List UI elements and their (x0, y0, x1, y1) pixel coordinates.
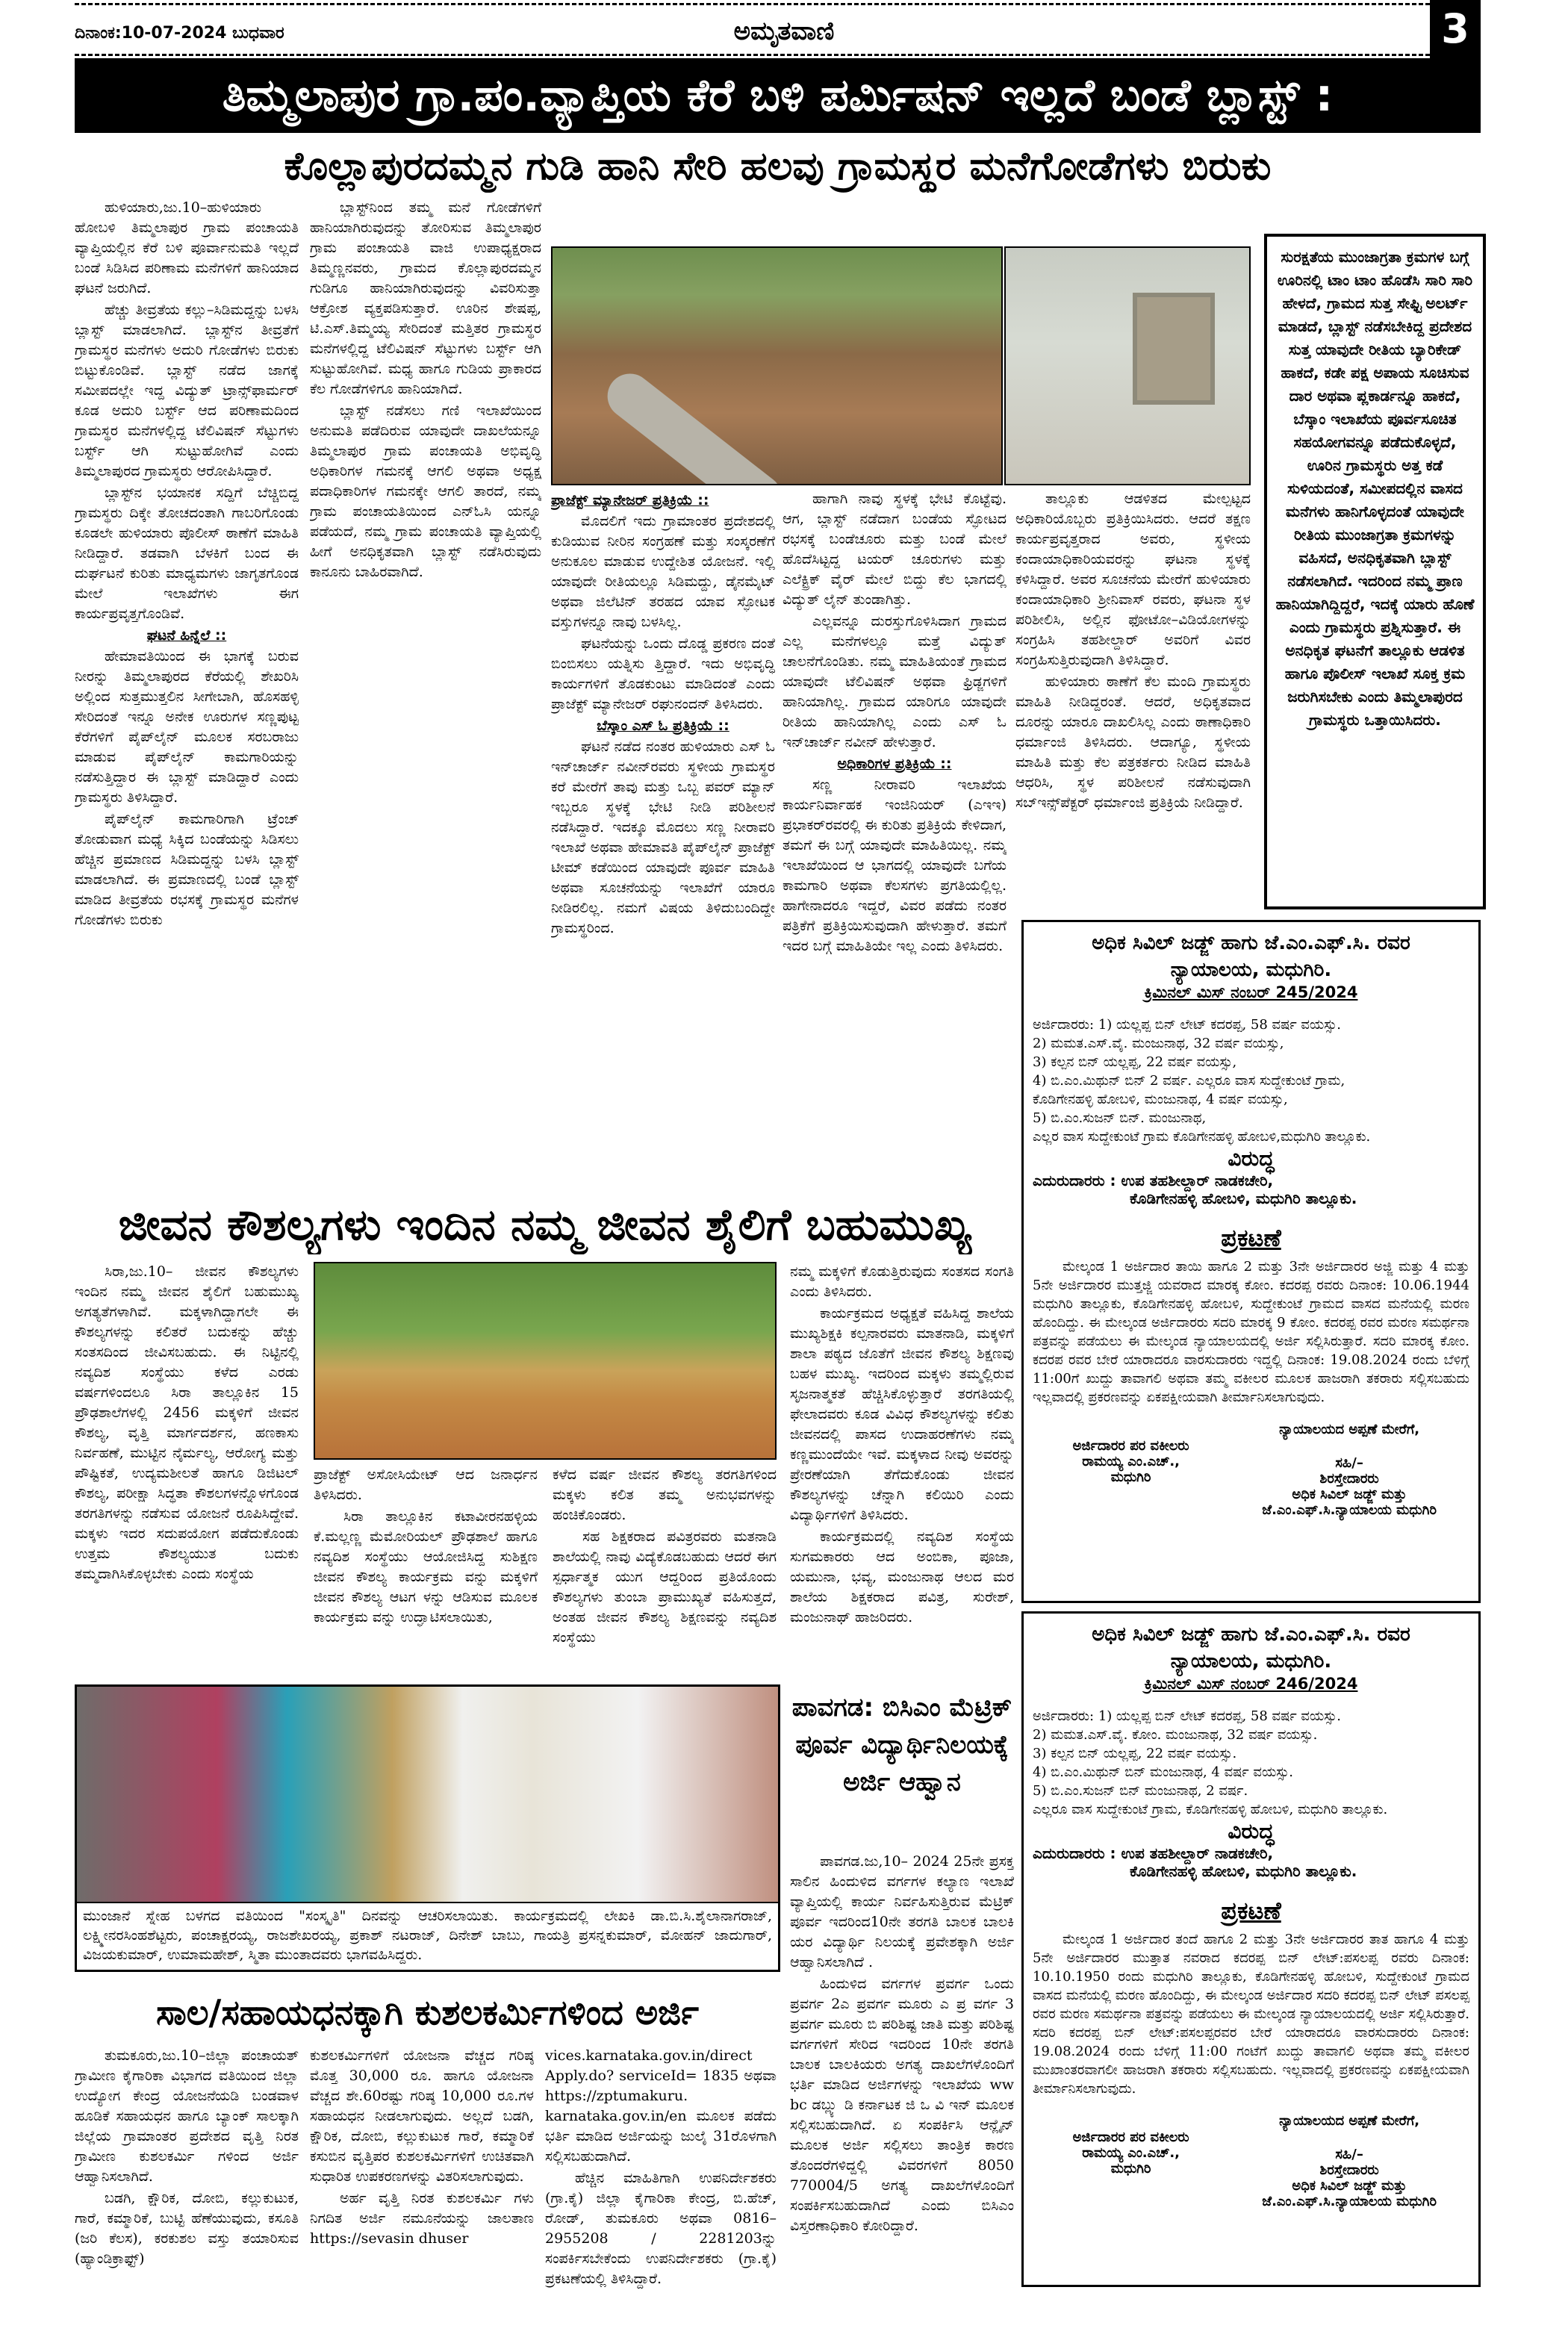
notice-heading: ಪ್ರಕಟಣೆ (1221, 1897, 1281, 1925)
masthead-date: ದಿನಾಂಕ:10-07-2024 ಬುಧವಾರ (75, 24, 284, 43)
notice-court-place: ನ್ಯಾಯಾಲಯ, ಮಧುಗಿರಿ. (1170, 1650, 1332, 1673)
pipeline-trench-photo (551, 246, 1003, 485)
lead-paragraph: ತಾಲ್ಲೂಕು ಆಡಳಿತದ ಮೇಲ್ಪಟ್ಟದ ಅಧಿಕಾರಿಯೊಬ್ಬರು ಪ್ರತಿಕ್ರಿಯಿಸಿದರು. ಆದರೆ ತಕ್ಷಣ ಕಾರ್ಯಪ್ರವೃತ್ತರಾದ ಅವರು, ಸ್ಥಳೀಯ ಕಂದಾಯಾಧಿಕಾರಿಯವರನ್ನು ಘಟನಾ ಸ್ಥಳಕ್ಕೆ ಕಳಿಸಿದ್ದಾರೆ. ಅವರ ಸೂಚನೆಯ ಮೇರೆಗೆ ಹುಳಿಯಾರು ಕಂದಾಯಾಧಿಕಾರಿ ಶ್ರೀನಿವಾಸ್ ರವರು, ಘಟನಾ ಸ್ಥಳ ಪರಿಶೀಲಿಸಿ, ಅಲ್ಲಿನ ಫೋಟೋ–ವಿಡಿಯೋಗಳನ್ನು ಸಂಗ್ರಹಿಸಿ ತಹಶೀಲ್ದಾರ್ ಅವರಿಗೆ ವಿವರ ಸಂಗ್ರಹಿಸುತ್ತಿರುವುದಾಗಿ ತಿಳಿಸಿದ್ದಾರೆ. (1015, 491, 1251, 668)
artisan-column-1 (75, 2046, 299, 2315)
notice-signatures (1033, 1422, 1469, 1518)
notice-petitioner: 5) ಬಿ.ಎಂ.ಸುಜನ್ ಬಿನ್ ಮಂಜುನಾಥ, 2 ವರ್ಷ. (1033, 1783, 1248, 1799)
lead-paragraph: ಹುಳಿಯಾರು ಠಾಣೆಗೆ ಕೆಲ ಮಂದಿ ಗ್ರಾಮಸ್ಥರು ಮಾಹಿತಿ ನೀಡಿದ್ದರಂತೆ. ಆದರೆ, ಅಧಿಕೃತವಾದ ದೂರನ್ನು ಯಾರೂ ದಾಖಲಿಸಿಲ್ಲ ಎಂದು ಠಾಣಾಧಿಕಾರಿ ಧರ್ಮಾಂಜಿ ತಿಳಿಸಿದರು. ಆದಾಗ್ಯೂ, ಸ್ಥಳೀಯ ಮಾಹಿತಿ ಮತ್ತು ಕೆಲ ಪತ್ರಕರ್ತರು ನೀಡಿದ ಮಾಹಿತಿ ಆಧರಿಸಿ, ಸ್ಥಳ ಪರಿಶೀಲನೆ ನಡೆಸುವುದಾಗಿ ಸಬ್‌ಇನ್ಸ್‌ಪೆಕ್ಟರ್ ಧರ್ಮಾಂಜಿ ಪ್ರತಿಕ್ರಿಯೆ ನೀಡಿದ್ದಾರೆ. (1015, 673, 1251, 811)
lead-paragraph: ಘಟನೆಯನ್ನು ಒಂದು ದೊಡ್ಡ ಪ್ರಕರಣ ದಂತೆ ಬಿಂಬಿಸಲು ಯತ್ನಿಸು ತ್ತಿದ್ದಾರೆ. ಇದು ಅಭಿವೃದ್ಧಿ ಕಾರ್ಯಗಳಿಗೆ ತೊಡಕುಂಟು ಮಾಡಿದಂತೆ ಎಂದು ಪ್ರಾಜೆಕ್ಟ್ ಮ್ಯಾನೇಜರ್ ರಘುನಂದನ್ ತಿಳಿಸಿದರು. (551, 635, 775, 712)
lead-sub-headline: ಕೊಲ್ಲಾಪುರದಮ್ಮನ ಗುಡಿ ಹಾನಿ ಸೇರಿ ಹಲವು ಗ್ರಾಮಸ್ಥರ ಮನೆಗೋಡೆಗಳು ಬಿರುಕು (284, 144, 1272, 189)
artisan-paragraph: ತುಮಕೂರು,ಜು.10–ಜಿಲ್ಲಾ ಪಂಚಾಯತ್ ಗ್ರಾಮೀಣ ಕೈಗಾರಿಕಾ ವಿಭಾಗದ ವತಿಯಿಂದ ಜಿಲ್ಲಾ ಉದ್ಯೋಗ ಕೇಂದ್ರ ಯೋಜನೆಯಡಿ ಬಂಡವಾಳ ಹೂಡಿಕೆ ಸಹಾಯಧನ ಹಾಗೂ ಬ್ಯಾಂಕ್ ಸಾಲಕ್ಕಾಗಿ ಜಿಲ್ಲೆಯ ಗ್ರಾಮಾಂತರ ಪ್ರದೇಶದ ವೃತ್ತಿ ನಿರತ ಗ್ರಾಮೀಣ ಕುಶಲಕರ್ಮಿ ಗಳಿಂದ ಅರ್ಜಿ ಆಹ್ವಾನಿಸಲಾಗಿದೆ. (75, 2047, 299, 2185)
life-skills-paragraph: ಸಹ ಶಿಕ್ಷಕರಾದ ಪವಿತ್ರರವರು ಮತನಾಡಿ ಶಾಲೆಯಲ್ಲಿ ನಾವು ವಿದ್ಯೆಕೊಡಬಹುದು ಆದರೆ ಈಗ ಸ್ಪರ್ಧಾತ್ಮಕ ಯುಗ ಆದ್ದರಿಂದ ಪ್ರತಿಯೊಂದು ಕೌಶಲ್ಯಗಳು ತುಂಬಾ ಪ್ರಾಮುಖ್ಯತೆ ವಹಿಸುತ್ತದೆ, ಅಂತಹ ಜೀವನ ಕೌಶಲ್ಯ ಶಿಕ್ಷಣವನ್ನು ನವ್ಯದಿಶ ಸಂಸ್ಥೆಯು (553, 1528, 777, 1646)
lead-paragraph: ಹೇಮಾವತಿಯಿಂದ ಈ ಭಾಗಕ್ಕೆ ಬರುವ ನೀರನ್ನು ತಿಮ್ಮಲಾಪುರದ ಕೆರೆಯಲ್ಲಿ ಶೇಖರಿಸಿ ಅಲ್ಲಿಂದ ಸುತ್ತಮುತ್ತಲಿನ ಸೀಗೇಬಾಗಿ, ಹೊಸಹಳ್ಳಿ ಸೇರಿದಂತೆ ಇನ್ನೂ ಅನೇಕ ಊರುಗಳ ಸಣ್ಣಪುಟ್ಟ ಕೆರೆಗಳಿಗೆ ಪೈಪ್‌ಲೈನ್ ಮೂಲಕ ಸರಬರಾಜು ಮಾಡುವ ಪೈಪ್‌ಲೈನ್ ಕಾಮಗಾರಿಯನ್ನು ನಡೆಸುತ್ತಿದ್ದಾರ ಈ ಬ್ಲಾಸ್ಟ್ ಮಾಡಿದ್ದಾರೆ ಎಂದು ಗ್ರಾಮಸ್ಥರು ತಿಳಿಸಿದ್ದಾರೆ. (75, 648, 299, 806)
lead-paragraph: ಹೆಚ್ಚು ತೀವ್ರತೆಯ ಕಲ್ಲು–ಸಿಡಿಮದ್ದನ್ನು ಬಳಸಿ ಬ್ಲಾಸ್ಟ್ ಮಾಡಲಾಗಿದೆ. ಬ್ಲಾಸ್ಟ್‌ನ ತೀವ್ರತೆಗೆ ಗ್ರಾಮಸ್ಥರ ಮನೆಗಳು ಅದುರಿ ಗೋಡೆಗಳು ಬಿರುಕು ಬಿಟ್ಟುಕೊಂಡಿವೆ. ಬ್ಲಾಸ್ಟ್ ನಡೆದ ಜಾಗಕ್ಕೆ ಸಮೀಪದಲ್ಲೇ ಇದ್ದ ವಿದ್ಯುತ್ ಟ್ರಾನ್ಸ್‌ಫಾರ್ಮರ್ ಕೂಡ ಅದುರಿ ಬರ್ಸ್ಟ್ ಆದ ಪರಿಣಾಮದಿಂದ ಗ್ರಾಮಸ್ಥರ ಮನೆಗಳಲ್ಲಿದ್ದ ಟೆಲಿವಿಷನ್ ಸೆಟ್ಟುಗಳು ಬರ್ಸ್ಟ್ ಆಗಿ ಸುಟ್ಟುಹೋಗಿವೆ ಎಂದು ತಿಮ್ಮಲಾಪುರದ ಗ್ರಾಮಸ್ಥರು ಆರೋಪಿಸಿದ್ದಾರೆ. (75, 302, 299, 479)
lead-paragraph: ಬ್ಲಾಸ್ಟ್‌ನ ಭಯಾನಕ ಸದ್ದಿಗೆ ಬೆಚ್ಚಿಬಿದ್ದ ಗ್ರಾಮಸ್ಥರು ದಿಕ್ಕೇ ತೋಚದಂತಾಗಿ ಗಾಬರಿಗೊಂಡು ಕೂಡಲೇ ಹುಳಿಯಾರು ಪೊಲೀಸ್ ಠಾಣೆಗೆ ಮಾಹಿತಿ ನೀಡಿದ್ದಾರೆ. ತಡವಾಗಿ ಬೆಳಕಿಗೆ ಬಂದ ಈ ದುರ್ಘಟನೆ ಕುರಿತು ಮಾಧ್ಯಮಗಳು ಜಾಗೃತಗೊಂಡ ಮೇಲೆ ಇಲಾಖೆಗಳು ಈಗ ಕಾರ್ಯಪ್ರವೃತ್ತಗೊಂಡಿವೆ. (75, 485, 299, 622)
signatory-court: ಅಧಿಕ ಸಿವಿಲ್ ಜಡ್ಜ್ ಮತ್ತು (1292, 2178, 1407, 2194)
notice-respondent: ಎದುರುದಾರರು : ಉಪ ತಹಶೀಲ್ದಾರ್ ನಾಡಕಚೇರಿ, (1033, 1844, 1274, 1862)
artisan-paragraph: ಬಡಗಿ, ಕ್ಷೌರಿಕ, ದೋಬಿ, ಕಲ್ಲುಕುಟುಕ, ಗಾರೆ, ಕಮ್ಮಾರಿಕೆ, ಬುಟ್ಟಿ ಹೆಣೆಯುವುದು, ಕಸೂತಿ (ಜರಿ ಕೆಲಸ), ಕರಕುಶಲ ವಸ್ತು ತಯಾರಿಸುವ (ಹ್ಯಾಂಡಿಕ್ರಾಫ್ಟ್) (75, 2190, 299, 2267)
life-skills-column-3 (553, 1465, 777, 1667)
advocate-title: ಅರ್ಜಿದಾರರ ಪರ ವಕೀಲರು (1072, 2129, 1189, 2145)
advocate-place: ಮಧುಗಿರಿ (1110, 2161, 1151, 2177)
hostel-headline: ಪಾವಗಡ: ಬಿಸಿಎಂ ಮೆಟ್ರಿಕ್ ಪೂರ್ವ ವಿದ್ಯಾರ್ಥಿನಿಲಯಕ್ಕೆ ಅರ್ಜಿ ಆಹ್ವಾನ (791, 1693, 1012, 1797)
hostel-paragraph: ಹಿಂದುಳಿದ ವರ್ಗಗಳ ಪ್ರವರ್ಗ ಒಂದು ಪ್ರವರ್ಗ 2ಎ ಪ್ರವರ್ಗ ಮೂರು ಎ ಪ್ರ ವರ್ಗ 3 ಪ್ರವರ್ಗ ಮೂರು ಬಿ ಪರಿಶಿಷ್ಟ ಜಾತಿ ಮತ್ತು ಪರಿಶಿಷ್ಟ ವರ್ಗಗಳಿಗೆ ಸೇರಿದ ಇದರಿಂದ 10ನೇ ತರಗತಿ ಬಾಲಕ ಬಾಲಕಿಯರು ಅಗತ್ಯ ದಾಖಲೆಗಳೊಂದಿಗೆ ಭರ್ತಿ ಮಾಡಿದ ಅರ್ಜಿಗಳನ್ನು ಇಲಾಖೆಯ ww bc ಡಬ್ಲ್ಯು ಡಿ ಕರ್ನಾಟಕ ಜಿ ಒ ವಿ ಇನ್ ಮೂಲಕ ಸಲ್ಲಿಸಬಹುದಾಗಿದೆ. ಏ ಸಂಪರ್ಕಿಸಿ ಆನ್ಲೈನ್ ಮೂಲಕ ಅರ್ಜಿ ಸಲ್ಲಿಸಲು ತಾಂತ್ರಿಕ ಕಾರಣ ತೊಂದರೆಗಳಿದ್ದಲ್ಲಿ ವಿವರಗಳಿಗೆ 8050 770004/5 ಅಗತ್ಯ ದಾಖಲೆಗಳೊಂದಿಗೆ ಸಂಪರ್ಕಿಸಬಹುದಾಗಿದೆ ಎಂದು ಬಿಸಿಎಂ ವಿಸ್ತರಣಾಧಿಕಾರಿ ಕೋರಿದ್ದಾರೆ. (790, 1976, 1014, 2234)
life-skills-paragraph: ಪ್ರಾಜೆಕ್ಟ್ ಅಸೋಸಿಯೇಟ್ ಆದ ಜನಾರ್ಧನ ತಿಳಿಸಿದರು. (314, 1466, 538, 1503)
lead-paragraph: ಬ್ಲಾಸ್ಟ್ ನಡೆಸಲು ಗಣಿ ಇಲಾಖೆಯಿಂದ ಅನುಮತಿ ಪಡೆದಿರುವ ಯಾವುದೇ ದಾಖಲೆಯನ್ನೂ ತಿಮ್ಮಲಾಪುರ ಗ್ರಾಮ ಪಂಚಾಯತಿ ಅಭಿವೃದ್ಧಿ ಅಧಿಕಾರಿಗಳ ಗಮನಕ್ಕೆ ಆಗಲಿ ಅಥವಾ ಅಧ್ಯಕ್ಷ ಪದಾಧಿಕಾರಿಗಳ ಗಮನಕ್ಕೇ ಆಗಲಿ ತಾರದೆ, ನಮ್ಮ ಗ್ರಾಮ ಪಂಚಾಯತಿಯಿಂದ ಎನ್‌ಓಸಿ ಯನ್ನೂ ಪಡೆಯದೆ, ನಮ್ಮ ಗ್ರಾಮ ಪಂಚಾಯತಿ ವ್ಯಾಪ್ತಿಯಲ್ಲಿ ಹೀಗೆ ಅನಧಿಕೃತವಾಗಿ ಬ್ಲಾಸ್ಟ್ ನಡೆಸಿರುವುದು ಕಾನೂನು ಬಾಹಿರವಾಗಿದೆ. (310, 402, 541, 580)
notice-case-number: ಕ್ರಿಮಿನಲ್ ಮಿಸ್ ನಂಬರ್ 246/2024 (1144, 1675, 1358, 1693)
lead-banner-headline: ತಿಮ್ಮಲಾಪುರ ಗ್ರಾ.ಪಂ.ವ್ಯಾಪ್ತಿಯ ಕೆರೆ ಬಳಿ ಪರ್ಮಿಷನ್ ಇಲ್ಲದೆ ಬಂಡೆ ಬ್ಲಾಸ್ಟ್ : (75, 58, 1481, 133)
newspaper-name: ಅಮೃತವಾಣಿ (733, 16, 835, 46)
lead-subhead-background: ಘಟನೆ ಹಿನ್ನೆಲೆ :: (146, 627, 227, 644)
notice-petitioner: 3) ಕಲ್ಪನ ಬಿನ್ ಯಲ್ಲಪ್ಪ, 22 ವರ್ಷ ವಯಸ್ಸು. (1033, 1746, 1237, 1761)
notice-petitioner: 2) ಮಮತ.ಎಸ್.ವೈ. ಕೋಂ. ಮಂಜುನಾಥ, 32 ವರ್ಷ ವಯಸ್ಸು. (1033, 1727, 1318, 1743)
life-skills-paragraph: ಸಿರಾ ತಾಲ್ಲೂಕಿನ ಕಟಾವೀರನಹಳ್ಳಿಯ ಕೆ.ಮಲ್ಲಣ್ಣ ಮೆಮೋರಿಯಲ್ ಪ್ರೌಢಶಾಲೆ ಹಾಗೂ ನವ್ಯದಿಶ ಸಂಸ್ಥೆಯು ಆಯೋಜಿಸಿದ್ದ ಸುಶಿಕ್ಷಣ ಜೀವನ ಕೌಶಲ್ಯ ಕಾರ್ಯಕ್ರಮ ವನ್ನು ಮಕ್ಕಳಿಗೆ ಜೀವನ ಕೌಶಲ್ಯ ಆಟಗ ಳನ್ನು ಆಡಿಸುವ ಮೂಲಕ ಕಾರ್ಯಕ್ರಮ ವನ್ನು ಉದ್ಘಾಟಿಸಲಾಯಿತು, (314, 1508, 538, 1625)
artisan-paragraph: ಕುಶಲಕರ್ಮಿಗಳಿಗೆ ಯೋಜನಾ ವೆಚ್ಚದ ಗರಿಷ್ಠ ಮೊತ್ತ 30,000 ರೂ. ಹಾಗೂ ಯೋಜನಾ ವೆಚ್ಚದ ಶೇ.60ರಷ್ಟು ಗರಿಷ್ಠ 10,000 ರೂ.ಗಳ ಸಹಾಯಧನ ನೀಡಲಾಗುವುದು. ಅಲ್ಲದೆ ಬಡಗಿ, ಕ್ಷೌರಿಕ, ದೋಬಿ, ಕಲ್ಲುಕುಟುಕ ಗಾರೆ, ಕಮ್ಮಾರಿಕೆ ಕಸುಬಿನ ವೃತ್ತಿಪರ ಕುಶಲಕರ್ಮಿಗಳಿಗೆ ಉಚಿತವಾಗಿ ಸುಧಾರಿತ ಉಪಕರಣಗಳನ್ನು ವಿತರಿಸಲಾಗುವುದು. (310, 2047, 534, 2185)
window-shape (1133, 293, 1215, 405)
hostel-body (790, 1852, 1014, 2330)
lead-column-2 (310, 198, 541, 1172)
notice-court-title: ಅಧಿಕ ಸಿವಿಲ್ ಜಡ್ಜ್ ಹಾಗು ಜೆ.ಎಂ.ಎಫ್.ಸಿ. ರವರ (1092, 932, 1410, 954)
court-signatory-block (1229, 2113, 1469, 2209)
court-order-line: ನ್ಯಾಯಾಲಯದ ಅಪ್ಪಣೆ ಮೇರೆಗೆ, (1279, 1422, 1420, 1437)
lead-paragraph: ಸಣ್ಣ ನೀರಾವರಿ ಇಲಾಖೆಯ ಕಾರ್ಯನಿರ್ವಾಹಕ ಇಂಜಿನಿಯರ್ (ಎಇಇ) ಪ್ರಭಾಕರ್‌ರವರಲ್ಲಿ ಈ ಕುರಿತು ಪ್ರತಿಕ್ರಿಯೆ ಕೇಳಿದಾಗ, ತಮಗೆ ಈ ಬಗ್ಗೆ ಯಾವುದೇ ಮಾಹಿತಿಯಿಲ್ಲ. ನಮ್ಮ ಇಲಾಖೆಯಿಂದ ಆ ಭಾಗದಲ್ಲಿ ಯಾವುದೇ ಬಗೆಯ ಕಾಮಗಾರಿ ಅಥವಾ ಕೆಲಸಗಳು ಪ್ರಗತಿಯಲ್ಲಿಲ್ಲ. ಹಾಗೇನಾದರೂ ಇದ್ದರೆ, ವಿವರ ಪಡೆದು ನಂತರ ಪತ್ರಿಕೆಗೆ ಪ್ರತಿಕ್ರಿಯಿಸುವುದಾಗಿ ಹೇಳುತ್ತಾರೆ. ತಮಗೆ ಇದರ ಬಗ್ಗೆ ಮಾಹಿತಿಯೇ ಇಲ್ಲ ಎಂದು ತಿಳಿಸಿದರು. (783, 777, 1007, 954)
artisan-headline: ಸಾಲ/ಸಹಾಯಧನಕ್ಕಾಗಿ ಕುಶಲಕರ್ಮಿಗಳಿಂದ ಅರ್ಜಿ (156, 1992, 699, 2032)
lead-column-3 (551, 489, 775, 1172)
masthead-bottom-rule (75, 54, 1430, 56)
life-skills-column-1 (75, 1262, 299, 1665)
advocate-title: ಅರ್ಜಿದಾರರ ಪರ ವಕೀಲರು (1072, 1438, 1189, 1454)
school-event-photo (314, 1262, 777, 1460)
notice-respondent: ಎದುರುದಾರರು : ಉಪ ತಹಶೀಲ್ದಾರ್ ನಾಡಕಚೇರಿ, (1033, 1172, 1274, 1189)
signatory-court: ಅಧಿಕ ಸಿವಿಲ್ ಜಡ್ಜ್ ಮತ್ತು (1292, 1487, 1407, 1502)
signatory-title: ಶಿರಸ್ತೇದಾರರು (1319, 1471, 1379, 1487)
life-skills-column-2 (314, 1465, 538, 1667)
lead-paragraph: ಘಟನೆ ನಡೆದ ನಂತರ ಹುಳಿಯಾರು ಎಸ್ ಓ ಇನ್‌ಚಾರ್ಜ್ ನವೀನ್‌ರವರು ಸ್ಥಳೀಯ ಗ್ರಾಮಸ್ಥರ ಕರೆ ಮೇರೆಗೆ ತಾವು ಮತ್ತು ಒಬ್ಬ ಪವರ್ ಮ್ಯಾನ್ ಇಬ್ಬರೂ ಸ್ಥಳಕ್ಕೆ ಭೇಟಿ ನೀಡಿ ಪರಿಶೀಲನೆ ನಡೆಸಿದ್ದಾರೆ. ಇದಕ್ಕೂ ಮೊದಲು ಸಣ್ಣ ನೀರಾವರಿ ಇಲಾಖೆ ಅಥವಾ ಹೇಮಾವತಿ ಪೈಪ್‌ಲೈನ್ ಪ್ರಾಜೆಕ್ಟ್ ಟೀಮ್ ಕಡೆಯಿಂದ ಯಾವುದೇ ಪೂರ್ವ ಮಾಹಿತಿ ಅಥವಾ ಸೂಚನೆಯನ್ನು ಇಲಾಖೆಗೆ ಯಾರೂ ನೀಡಿರಲಿಲ್ಲ. ನಮಗೆ ವಿಷಯ ತಿಳಿದುಬಂದಿದ್ದೇ ಗ್ರಾಮಸ್ಥರಿಂದ. (551, 738, 775, 936)
court-notice-246 (1021, 1611, 1481, 2287)
notice-heading: ಪ್ರಕಟಣೆ (1221, 1224, 1281, 1252)
notice-signatures (1033, 2113, 1469, 2209)
lead-subhead-officials: ಅಧಿಕಾರಿಗಳ ಪ್ರತಿಕ್ರಿಯೆ :: (837, 756, 952, 772)
life-skills-paragraph: ನಮ್ಮ ಮಕ್ಕಳಿಗೆ ಕೊಡುತ್ತಿರುವುದು ಸಂತಸದ ಸಂಗತಿ ಎಂದು ತಿಳಿಸಿದರು. (790, 1263, 1014, 1300)
notice-petitioner: ಕೊಡಿಗೇನಹಳ್ಳಿ ಹೋಬಳಿ, ಮಂಜುನಾಥ, 4 ವರ್ಷ ವಯಸ್ಸು, (1033, 1092, 1288, 1107)
masthead-top-rule (75, 3, 1430, 5)
advocate-name: ರಾಮಯ್ಯ ಎಂ.ಎಚ್., (1082, 2145, 1180, 2161)
notice-petitioner: 5) ಬಿ.ಎಂ.ಸುಜನ್ ಬಿನ್. ಮಂಜುನಾಥ, (1033, 1110, 1207, 1126)
signatory-court-place: ಜೆ.ಎಂ.ಎಫ್.ಸಿ.ನ್ಯಾಯಾಲಯ ಮಧುಗಿರಿ (1262, 1502, 1437, 1518)
life-skills-paragraph: ಸಿರಾ,ಜು.10– ಜೀವನ ಕೌಶಲ್ಯಗಳು ಇಂದಿನ ನಮ್ಮ ಜೀವನ ಶೈಲಿಗೆ ಬಹುಮುಖ್ಯ ಅಗತ್ಯತೆಗಳಾಗಿವೆ. ಮಕ್ಕಳಾಗಿದ್ದಾಗಲೇ ಈ ಕೌಶಲ್ಯಗಳನ್ನು ಕಲಿತರೆ ಬದುಕನ್ನು ಹೆಚ್ಚು ಸಂತಸದಿಂದ ಜೀವಿಸಬಹುದು. ಈ ನಿಟ್ಟಿನಲ್ಲಿ ನವ್ಯದಿಶ ಸಂಸ್ಥೆಯು ಕಳೆದ ಎರಡು ವರ್ಷಗಳಿಂದಲೂ ಸಿರಾ ತಾಲ್ಲೂಕಿನ 15 ಪ್ರೌಢಶಾಲೆಗಳಲ್ಲಿ 2456 ಮಕ್ಕಳಿಗೆ ಜೀವನ ಕೌಶಲ್ಯ, ವೃತ್ತಿ ಮಾರ್ಗದರ್ಶನ, ಹಣಕಾಸು ನಿರ್ವಹಣೆ, ಮುಟ್ಟಿನ ನೈರ್ಮಲ್ಯ, ಆರೋಗ್ಯ ಮತ್ತು ಪೌಷ್ಟಿಕತೆ, ಉದ್ಯಮಶೀಲತೆ ಹಾಗೂ ಡಿಜಿಟಲ್ ಕೌಶಲ್ಯ, ಪರೀಕ್ಷಾ ಸಿದ್ಧತಾ ಕೌಶಲಗಳನ್ನೊಳಗೊಂಡ ತರಗತಿಗಳನ್ನು ನಡೆಸುವ ಯೋಜನೆ ರೂಪಿಸಿದ್ದೇವೆ. ಮಕ್ಕಳು ಇದರ ಸದುಪಯೋಗ ಪಡೆದುಕೊಂಡು ಉತ್ತಮ ಕೌಶಲ್ಯಯುತ ಬದುಕು ತಮ್ಮದಾಗಿಸಿಕೊಳ್ಳಬೇಕು ಎಂದು ಸಂಸ್ಥೆಯ (75, 1263, 299, 1582)
court-notice-245 (1021, 920, 1481, 1603)
lead-side-box: ಸುರಕ್ಷತೆಯ ಮುಂಜಾಗ್ರತಾ ಕ್ರಮಗಳ ಬಗ್ಗೆ ಊರಿನಲ್ಲಿ ಟಾಂ ಟಾಂ ಹೊಡೆಸಿ ಸಾರಿ ಸಾರಿ ಹೇಳದೆ, ಗ್ರಾಮದ ಸುತ್ತ ಸೇಫ್ಟಿ ಅಲರ್ಟ್ ಮಾಡದೆ, ಬ್ಲಾಸ್ಟ್ ನಡೆಸಬೇಕಿದ್ದ ಪ್ರದೇಶದ ಸುತ್ತ ಯಾವುದೇ ರೀತಿಯ ಬ್ಯಾರಿಕೇಡ್ ಹಾಕದೆ, ಕಡೇ ಪಕ್ಷ ಅಪಾಯ ಸೂಚಿಸುವ ದಾರ ಅಥವಾ ಪ್ಲಕಾರ್ಡನ್ನೂ ಹಾಕದೆ, ಬೆಸ್ಕಾಂ ಇಲಾಖೆಯ ಪೂರ್ವಸೂಚಿತ ಸಹಯೋಗವನ್ನೂ ಪಡೆದುಕೊಳ್ಳದೆ, ಊರಿನ ಗ್ರಾಮಸ್ಥರು ಅತ್ತ ಕಡೆ ಸುಳಿಯದಂತೆ, ಸಮೀಪದಲ್ಲಿನ ವಾಸದ ಮನೆಗಳು ಹಾನಿಗೊಳ್ಳದಂತೆ ಯಾವುದೇ ರೀತಿಯ ಮುಂಜಾಗ್ರತಾ ಕ್ರಮಗಳನ್ನು ವಹಿಸದೆ, ಅನಧಿಕೃತವಾಗಿ ಬ್ಲಾಸ್ಟ್ ನಡೆಸಲಾಗಿದೆ. ಇದರಿಂದ ನಮ್ಮ ಪ್ರಾಣ ಹಾನಿಯಾಗಿದ್ದಿದ್ದರೆ, ಇದಕ್ಕೆ ಯಾರು ಹೊಣೆ ಎಂದು ಗ್ರಾಮಸ್ಥರು ಪ್ರಶ್ನಿಸುತ್ತಾರೆ. ಈ ಅನಧಿಕೃತ ಘಟನೆಗೆ ತಾಲ್ಲೂಕು ಆಡಳಿತ ಹಾಗೂ ಪೊಲೀಸ್ ಇಲಾಖೆ ಸೂಕ್ತ ಕ್ರಮ ಜರುಗಿಸಬೇಕು ಎಂದು ತಿಮ್ಮಲಾಪುರದ ಗ್ರಾಮಸ್ಥರು ಒತ್ತಾಯಿಸಿದರು. (1264, 234, 1486, 909)
signature-mark: ಸಹಿ/– (1335, 2147, 1363, 2162)
notice-petitioner: 4) ಬಿ.ಎಂ.ಮಿಥುನ್ ಬಿನ್ ಮಂಜುನಾಥ, 4 ವರ್ಷ ವಯಸ್ಸು. (1033, 1764, 1293, 1780)
notice-versus: ವಿರುದ್ಧ (1228, 1819, 1275, 1844)
notice-respondent-address: ಕೊಡಿಗೇನಹಳ್ಳಿ ಹೋಬಳಿ, ಮಧುಗಿರಿ ತಾಲ್ಲೂಕು. (1130, 1189, 1357, 1207)
notice-petitioner: 4) ಬಿ.ಎಂ.ಮಿಥುನ್ ಬಿನ್ 2 ವರ್ಷ. ಎಲ್ಲರೂ ವಾಸ ಸುದ್ದೇಕುಂಟೆ ಗ್ರಾಮ, (1033, 1073, 1345, 1089)
advocate-name: ರಾಮಯ್ಯ ಎಂ.ಎಚ್., (1082, 1454, 1180, 1469)
artisan-paragraph: ಅರ್ಹ ವೃತ್ತಿ ನಿರತ ಕುಶಲಕರ್ಮಿ ಗಳು ನಿಗದಿತ ಅರ್ಜಿ ನಮೂನೆಯನ್ನು ಜಾಲತಾಣ https://sevasin dhuser (310, 2190, 534, 2247)
notice-petitioner: ಎಲ್ಲರ ವಾಸ ಸುದ್ದೇಕುಂಟೆ ಗ್ರಾಮ ಕೊಡಿಗೇನಹಳ್ಳಿ ಹೋಬಳಿ,ಮಧುಗಿರಿ ತಾಲ್ಲೂಕು. (1033, 1129, 1371, 1145)
lead-column-5 (1015, 489, 1251, 907)
artisan-paragraph: ಹೆಚ್ಚಿನ ಮಾಹಿತಿಗಾಗಿ ಉಪನಿರ್ದೇಶಕರು (ಗ್ರಾ.ಕೈ) ಜಿಲ್ಲಾ ಕೈಗಾರಿಕಾ ಕೇಂದ್ರ, ಬಿ.ಹೆಚ್, ರೋಡ್, ತುಮಕೂರು ಅಥವಾ 0816–2955208 / 2281203ನ್ನು ಸಂಪರ್ಕಿಸಬೇಕೆಂದು ಉಪನಿರ್ದೇಶಕರು (ಗ್ರಾ.ಕೈ) ಪ್ರಕಟಣೆಯಲ್ಲಿ ತಿಳಿಸಿದ್ದಾರೆ. (545, 2170, 777, 2287)
notice-petitioner: 2) ಮಮತ.ಎಸ್.ವೈ. ಮಂಜುನಾಥ, 32 ವರ್ಷ ವಯಸ್ಸು, (1033, 1036, 1284, 1051)
signature-mark: ಸಹಿ/– (1335, 1455, 1363, 1471)
notice-petitioner: ಎಲ್ಲರೂ ವಾಸ ಸುದ್ದೇಕುಂಟೆ ಗ್ರಾಮ, ಕೊಡಿಗೇನಹಳ್ಳಿ ಹೋಬಳಿ, ಮಧುಗಿರಿ ತಾಲ್ಲೂಕು. (1033, 1802, 1388, 1817)
lead-column-4 (783, 489, 1007, 1172)
hostel-paragraph: ಪಾವಗಡ.ಜು,10– 2024 25ನೇ ಪ್ರಸಕ್ತ ಸಾಲಿನ ಹಿಂದುಳಿದ ವರ್ಗಗಳ ಕಲ್ಯಾಣ ಇಲಾಖೆ ವ್ಯಾಪ್ತಿಯಲ್ಲಿ ಕಾರ್ಯ ನಿರ್ವಹಿಸುತ್ತಿರುವ ಮೆಟ್ರಿಕ್ ಪೂರ್ವ ಇದರಿಂದ10ನೇ ತರಗತಿ ಬಾಲಕ ಬಾಲಕಿ ಯರ ವಿದ್ಯಾರ್ಥಿ ನಿಲಯಕ್ಕೆ ಪ್ರವೇಶಕ್ಕಾಗಿ ಅರ್ಜಿ ಆಹ್ವಾನಿಸಲಾಗಿದೆ . (790, 1853, 1014, 1970)
lead-paragraph: ಎಲ್ಲವನ್ನೂ ದುರಸ್ತುಗೊಳಿಸಿದಾಗ ಗ್ರಾಮದ ಎಲ್ಲ ಮನೆಗಳಲ್ಲೂ ಮತ್ತೆ ವಿದ್ಯುತ್ ಚಾಲನೆಗೊಂಡಿತು. ನಮ್ಮ ಮಾಹಿತಿಯಂತೆ ಗ್ರಾಮದ ಯಾವುದೇ ಟೆಲಿವಿಷನ್ ಅಥವಾ ಫ್ರಿಡ್ಜಗಳಿಗೆ ಹಾನಿಯಾಗಿಲ್ಲ. ಗ್ರಾಮದ ಯಾರಿಗೂ ಯಾವುದೇ ರೀತಿಯ ಹಾನಿಯಾಗಿಲ್ಲ ಎಂದು ಎಸ್ ಓ ಇನ್‌ಚಾರ್ಜ್ ನವೀನ್ ಹೇಳುತ್ತಾರೆ. (783, 613, 1007, 750)
notice-petitioner: ಅರ್ಜಿದಾರರು: 1) ಯಲ್ಲಪ್ಪ ಬಿನ್ ಲೇಟ್ ಕದರಪ್ಪ, 58 ವರ್ಷ ವಯಸ್ಸು. (1033, 1708, 1341, 1724)
lead-paragraph: ಪೈಪ್‌ಲೈನ್ ಕಾಮಗಾರಿಗಾಗಿ ಟ್ರೆಂಚ್ ತೋಡುವಾಗ ಮಧ್ಯೆ ಸಿಕ್ಕಿದ ಬಂಡೆಯನ್ನು ಸಿಡಿಸಲು ಹೆಚ್ಚಿನ ಪ್ರಮಾಣದ ಸಿಡಿಮದ್ದನ್ನು ಬಳಸಿ ಬ್ಲಾಸ್ಟ್ ಮಾಡಲಾಗಿದೆ. ಈ ಪ್ರಮಾಣದಲ್ಲಿ ಬಂಡೆ ಬ್ಲಾಸ್ಟ್ ಮಾಡಿದ ತೀವ್ರತೆಯ ರಭಸಕ್ಕೆ ಗ್ರಾಮಸ್ಥರ ಮನೆಗಳ ಗೋಡೆಗಳು ಬಿರುಕು (75, 811, 299, 928)
advocate-block (1033, 1422, 1229, 1518)
artisan-paragraph: vices.karnataka.gov.in/direct Apply.do? serviceId= 1835 ಅಥವಾ https://zptumakuru. karnataka.gov.in/en ಮೂಲಕ ಪಡೆದು ಭರ್ತಿ ಮಾಡಿದ ಅರ್ಜಿಯನ್ನು ಜುಲೈ 31ರೊಳಗಾಗಿ ಸಲ್ಲಿಸಬಹುದಾಗಿದೆ. (545, 2047, 777, 2165)
notice-respondent-address: ಕೊಡಿಗೇನಹಳ್ಳಿ ಹೋಬಳಿ, ಮಧುಗಿರಿ ತಾಲ್ಲೂಕು. (1130, 1862, 1357, 1880)
life-skills-paragraph: ಕಾರ್ಯಕ್ರಮದಲ್ಲಿ ನವ್ಯದಿಶ ಸಂಸ್ಥೆಯ ಸುಗಮಕಾರರು ಆದ ಅಂಬಿಕಾ, ಪೂಜಾ, ಯಮುನಾ, ಭವ್ಯ, ಮಂಜುನಾಥ ಆಲದ ಮರ ಶಾಲೆಯ ಶಿಕ್ಷಕರಾದ ಪವಿತ್ರ, ಸುರೇಶ್, ಮಂಜುನಾಥ್ ಹಾಜರಿದರು. (790, 1528, 1014, 1625)
notice-court-place: ನ್ಯಾಯಾಲಯ, ಮಧುಗಿರಿ. (1170, 959, 1332, 981)
notice-body: ಮೇಲ್ಕಂಡ 1 ಅರ್ಜಿದಾರ ತಾಯಿ ಹಾಗೂ 2 ಮತ್ತು 3ನೇ ಅರ್ಜಿದಾರರ ಅಜ್ಜಿ ಮತ್ತು 4 ಮತ್ತು 5ನೇ ಅರ್ಜಿದಾರರ ಮುತ್ತಜ್ಜಿ ಯವರಾದ ಮಾರಕ್ಕ ಕೋಂ. ಕದರಪ್ಪ ರವರು ದಿನಾಂಕ: 10.06.1944 ಮಧುಗಿರಿ ತಾಲ್ಲೂಕು, ಕೊಡಿಗೇನಹಳ್ಳಿ ಹೋಬಳಿ, ಸುದ್ದೇಕುಂಟೆ ಗ್ರಾಮದ ವಾಸದ ಮನೆಯಲ್ಲಿ ಮರಣ ಹೊಂದಿದ್ದು. ಈ ಮೇಲ್ಕಂಡ ಅರ್ಜಿದಾರರು ಸದರಿ ಮಾರಕ್ಕ 9 ಕೋಂ. ಕದರಪ್ಪ ರವರ ಮರಣ ಸಮರ್ಥನಾ ಪತ್ರವನ್ನು ಪಡೆಯಲು ಈ ಮೇಲ್ಕಂಡ ನ್ಯಾಯಾಲಯದಲ್ಲಿ ಅರ್ಜಿ ಸಲ್ಲಿಸಿರುತ್ತಾರೆ. ಸದರಿ ಮಾರಕ್ಕ ಕೋಂ. ಕದರಪ ರವರ ಬೇರೆ ಯಾರಾದರೂ ವಾರಸುದಾರರು ಇದ್ದಲ್ಲಿ ದಿನಾಂಕ: 19.08.2024 ರಂದು ಬೆಳಿಗ್ಗೆ 11:00ಗೆ ಖುದ್ದು ತಾವಾಗಲಿ ಅಥವಾ ತಮ್ಮ ವಕೀಲರ ಮೂಲಕ ಹಾಜರಾಗಿ ತಕರಾರು ಸಲ್ಲಿಸಬಹುದು ಇಲ್ಲವಾದಲ್ಲಿ ಪ್ರಕರಣವನ್ನು ಏಕಪಕ್ಷೀಯವಾಗಿ ತೀರ್ಮಾನಿಸಲಾಗುವುದು. (1033, 1259, 1469, 1405)
lead-subhead-bescom: ಬೆಸ್ಕಾಂ ಎಸ್ ಓ ಪ್ರತಿಕ್ರಿಯೆ :: (597, 718, 729, 734)
cracked-wall-photo (1004, 246, 1251, 485)
signatory-court-place: ಜೆ.ಎಂ.ಎಫ್.ಸಿ.ನ್ಯಾಯಾಲಯ ಮಧುಗಿರಿ (1262, 2194, 1437, 2209)
life-skills-paragraph: ಕಳೆದ ವರ್ಷ ಜೀವನ ಕೌಶಲ್ಯ ತರಗತಿಗಳಿಂದ ಮಕ್ಕಳು ಕಲಿತ ತಮ್ಮ ಅನುಭವಗಳನ್ನು ಹಂಚಿಕೊಂಡರು. (553, 1466, 777, 1523)
pipe-shape (599, 364, 791, 485)
life-skills-headline: ಜೀವನ ಕೌಶಲ್ಯಗಳು ಇಂದಿನ ನಮ್ಮ ಜೀವನ ಶೈಲಿಗೆ ಬಹುಮುಖ್ಯ (118, 1199, 972, 1250)
notice-body: ಮೇಲ್ಕಂಡ 1 ಅರ್ಜಿದಾರ ತಂದೆ ಹಾಗೂ 2 ಮತ್ತು 3ನೇ ಅರ್ಜಿದಾರರ ತಾತ ಹಾಗೂ 4 ಮತ್ತು 5ನೇ ಅರ್ಜಿದಾರರ ಮುತ್ತಾತ ನವರಾದ ಕದರಪ್ಪ ಬಿನ್ ಲೇಟ್:ಪಸಲಪ್ಪ ರವರು ದಿನಾಂಕ: 10.10.1950 ರಂದು ಮಧುಗಿರಿ ತಾಲ್ಲೂಕು, ಕೊಡಿಗೇನಹಳ್ಳಿ ಹೋಬಳಿ, ಸುದ್ದೇಕುಂಟೆ ಗ್ರಾಮದ ವಾಸದ ಮನೆಯಲ್ಲಿ ಮರಣ ಹೊಂದಿದ್ದು, ಈ ಮೇಲ್ಕಂಡ ಅರ್ಜಿದಾರ ಸದರಿ ಕದರಪ್ಪ ಬಿನ್ ಲೇಟ್ ಪಸಲಪ್ಪ ರವರ ಮರಣ ಸಮರ್ಥನಾ ಪತ್ರವನ್ನು ಪಡೆಯಲು ಈ ಮೇಲ್ಕಂಡ ನ್ಯಾಯಾಲಯದಲ್ಲಿ ಅರ್ಜಿ ಸಲ್ಲಿಸಿರುತ್ತಾರೆ. ಸದರಿ ಕದರಪ್ಪ ಬಿನ್ ಲೇಟ್:ಪಸಲಪ್ಪರವರ ಬೇರೆ ಯಾರಾದರೂ ವಾರಸುದಾರರು ದಿನಾಂಕ: 19.08.2024 ರಂದು ಬೆಳಿಗ್ಗೆ 11:00 ಗಂಟೆಗೆ ಖುದ್ದು ತಾವಾಗಲಿ ಅಥವಾ ತಮ್ಮ ವಕೀಲರ ಮುಖಾಂತರವಾಗಲೀ ಹಾಜರಾಗಿ ತಕರಾರು ಸಲ್ಲಿಸಬಹುದು. ಇಲ್ಲವಾದಲ್ಲಿ ಪ್ರಕರಣವನ್ನು ಏಕಪಕ್ಷೀಯವಾಗಿ ತೀರ್ಮಾನಿಸಲಾಗುವುದು. (1033, 1932, 1469, 2097)
lead-paragraph: ಮೊದಲಿಗೆ ಇದು ಗ್ರಾಮಾಂತರ ಪ್ರದೇಶದಲ್ಲಿ ಕುಡಿಯುವ ನೀರಿನ ಸಂಗ್ರಹಣೆ ಮತ್ತು ಸಂಸ್ಕರಣೆಗೆ ಅನುಕೂಲ ಮಾಡುವ ಉದ್ದೇಶಿತ ಯೋಜನೆ. ಇಲ್ಲಿ ಯಾವುದೇ ರೀತಿಯಲ್ಲೂ ಸಿಡಿಮದ್ದು, ಡೈನಮೈಟ್ ಅಥವಾ ಜಿಲೆಟಿನ್ ತರಹದ ಯಾವ ಸ್ಫೋಟಕ ವಸ್ತುಗಳನ್ನೂ ನಾವು ಬಳಸಿಲ್ಲ. (551, 513, 775, 630)
page-number: 3 (1430, 0, 1481, 58)
lead-paragraph: ಹಾಗಾಗಿ ನಾವು ಸ್ಥಳಕ್ಕೆ ಭೇಟಿ ಕೊಟ್ಟೆವು. ಆಗ, ಬ್ಲಾಸ್ಟ್ ನಡೆದಾಗ ಬಂಡೆಯ ಸ್ಫೋಟದ ರಭಸಕ್ಕೆ ಬಂಡೆಚೂರು ಮತ್ತು ಬಂಡೆ ಮೇಲೆ ಹೊದೆಸಿಟ್ಟದ್ದ ಟಯರ್ ಚೂರುಗಳು ಮತ್ತು ಎಲೆಕ್ಟ್ರಿಕ್ ವೈರ್ ಮೇಲೆ ಬಿದ್ದು ಕೆಲ ಭಾಗದಲ್ಲಿ ವಿದ್ಯುತ್ ಲೈನ್ ತುಂಡಾಗಿತ್ತು. (783, 491, 1007, 608)
group-event-photo (77, 1687, 778, 1903)
advocate-place: ಮಧುಗಿರಿ (1110, 1469, 1151, 1485)
advocate-block (1033, 2113, 1229, 2209)
notice-petitioner: 3) ಕಲ್ಪನ ಬಿನ್ ಯಲ್ಲಪ್ಪ, 22 ವರ್ಷ ವಯಸ್ಸು, (1033, 1054, 1237, 1070)
group-photo-box (75, 1684, 780, 1972)
lead-paragraph: ಬ್ಲಾಸ್ಟ್‌ನಿಂದ ತಮ್ಮ ಮನೆ ಗೋಡೆಗಳಿಗೆ ಹಾನಿಯಾಗಿರುವುದನ್ನು ತೋರಿಸುವ ತಿಮ್ಮಲಾಪುರ ಗ್ರಾಮ ಪಂಚಾಯತಿ ವಾಜಿ ಉಪಾಧ್ಯಕ್ಷರಾದ ತಿಮ್ಮಣ್ಣನವರು, ಗ್ರಾಮದ ಕೊಲ್ಲಾಪುರದಮ್ಮನ ಗುಡಿಗೂ ಹಾನಿಯಾಗಿರುವುದನ್ನು ವಿವರಿಸುತ್ತಾ ಆಕ್ರೋಶ ವ್ಯಕ್ತಪಡಿಸುತ್ತಾರೆ. ಊರಿನ ಶೇಷಪ್ಪ, ಟಿ.ಎಸ್.ತಿಮ್ಮಯ್ಯ ಸೇರಿದಂತೆ ಮತ್ತಿತರ ಗ್ರಾಮಸ್ಥರ ಮನೆಗಳಲ್ಲಿದ್ದ ಟೆಲಿವಿಷನ್ ಸೆಟ್ಟುಗಳು ಬರ್ಸ್ಟ್ ಆಗಿ ಸುಟ್ಟುಹೋಗಿವೆ. ಮಧ್ಯ ಹಾಗೂ ಗುಡಿಯ ಪ್ರಾಕಾರದ ಕೆಲ ಗೋಡೆಗಳಿಗೂ ಹಾನಿಯಾಗಿದೆ. (310, 199, 541, 397)
lead-subhead-project-manager: ಪ್ರಾಜೆಕ್ಟ್ ಮ್ಯಾನೇಜರ್ ಪ್ರತಿಕ್ರಿಯೆ :: (551, 492, 709, 508)
notice-case-number: ಕ್ರಿಮಿನಲ್ ಮಿಸ್ ನಂಬರ್ 245/2024 (1144, 983, 1358, 1001)
group-photo-caption: ಮುಂಜಾನೆ ಸ್ನೇಹ ಬಳಗದ ವತಿಯಿಂದ "ಸಂಸ್ಕೃತಿ" ದಿನವನ್ನು ಆಚರಿಸಲಾಯಿತು. ಕಾರ್ಯಕ್ರಮದಲ್ಲಿ ಲೇಖಕಿ ಡಾ.ಬಿ.ಸಿ.ಶೈಲಾನಾಗರಾಜ್, ಲಕ್ಷ್ಮೀನರಸಿಂಹಶೆಟ್ಟರು, ಪಂಚಾಕ್ಷರಯ್ಯ, ರಾಜಶೇಖರಯ್ಯ, ಪ್ರಕಾಶ್ ನಟರಾಜ್, ದಿನೇಶ್ ಬಾಬು, ಗಾಯತ್ರಿ ಪ್ರಸನ್ನಕುಮಾರ್, ಮೋಹನ್ ಜಾದುಗಾರ್, ವಿಜಯಕುಮಾರ್, ಉಮಾಮಹೇಶ್, ಸ್ಮಿತಾ ಮುಂತಾದವರು ಭಾಗವಹಿಸಿದ್ದರು. (83, 1908, 772, 1963)
lead-column-1 (75, 198, 299, 1172)
life-skills-paragraph: ಕಾರ್ಯಕ್ರಮದ ಅಧ್ಯಕ್ಷತೆ ವಹಿಸಿದ್ದ ಶಾಲೆಯ ಮುಖ್ಯಶಿಕ್ಷಕಿ ಕಲ್ಪನಾರವರು ಮಾತನಾಡಿ, ಮಕ್ಕಳಿಗೆ ಶಾಲಾ ಪಠ್ಯದ ಜೊತೆಗೆ ಜೀವನ ಕೌಶಲ್ಯ ಶಿಕ್ಷಣವು ಬಹಳ ಮುಖ್ಯ. ಇದರಿಂದ ಮಕ್ಕಳು ತಮ್ಮಲ್ಲಿರುವ ಸೃಜನಾತ್ಮಕತೆ ಹೆಚ್ಚಿಸಿಕೊಳ್ಳುತ್ತಾರೆ ತರಗತಿಯಲ್ಲಿ ಫೇಲಾದವರು ಕೂಡ ವಿವಿಧ ಕೌಶಲ್ಯಗಳನ್ನು ಕಲಿತು ಜೀವನದಲ್ಲಿ ಪಾಸದ ಉದಾಹರಣೆಗಳು ನಮ್ಮ ಕಣ್ಣಮುಂದೆಯೇ ಇವೆ. ಮಕ್ಕಳಾದ ನೀವು ಅವರನ್ನು ಪ್ರೇರಣೆಯಾಗಿ ತೆಗೆದುಕೊಂಡು ಜೀವನ ಕೌಶಲ್ಯಗಳನ್ನು ಚೆನ್ನಾಗಿ ಕಲಿಯಿರಿ ಎಂದು ವಿದ್ಯಾರ್ಥಿಗಳಿಗೆ ತಿಳಿಸಿದರು. (790, 1305, 1014, 1523)
notice-versus: ವಿರುದ್ಧ (1228, 1146, 1275, 1171)
court-signatory-block (1229, 1422, 1469, 1518)
notice-petitioner: ಅರ್ಜಿದಾರರು: 1) ಯಲ್ಲಪ್ಪ ಬಿನ್ ಲೇಟ್ ಕದರಪ್ಪ, 58 ವರ್ಷ ವಯಸ್ಸು. (1033, 1017, 1341, 1033)
court-order-line: ನ್ಯಾಯಾಲಯದ ಅಪ್ಪಣೆ ಮೇರೆಗೆ, (1279, 2113, 1420, 2129)
lead-paragraph: ಹುಳಿಯಾರು,ಜು.10–ಹುಳಿಯಾರು ಹೋಬಳಿ ತಿಮ್ಮಲಾಪುರ ಗ್ರಾಮ ಪಂಚಾಯತಿ ವ್ಯಾಪ್ತಿಯಲ್ಲಿನ ಕೆರೆ ಬಳಿ ಪೂರ್ವಾನುಮತಿ ಇಲ್ಲದೆ ಬಂಡೆ ಸಿಡಿಸಿದ ಪರಿಣಾಮ ಮನೆಗಳಿಗೆ ಹಾನಿಯಾದ ಘಟನೆ ಜರುಗಿದೆ. (75, 199, 299, 296)
notice-court-title: ಅಧಿಕ ಸಿವಿಲ್ ಜಡ್ಜ್ ಹಾಗು ಜೆ.ಎಂ.ಎಫ್.ಸಿ. ರವರ (1092, 1623, 1410, 1646)
artisan-column-2 (310, 2046, 534, 2315)
signatory-title: ಶಿರಸ್ತೇದಾರರು (1319, 2162, 1379, 2178)
artisan-column-3 (545, 2046, 777, 2315)
life-skills-column-4 (790, 1262, 1014, 1676)
